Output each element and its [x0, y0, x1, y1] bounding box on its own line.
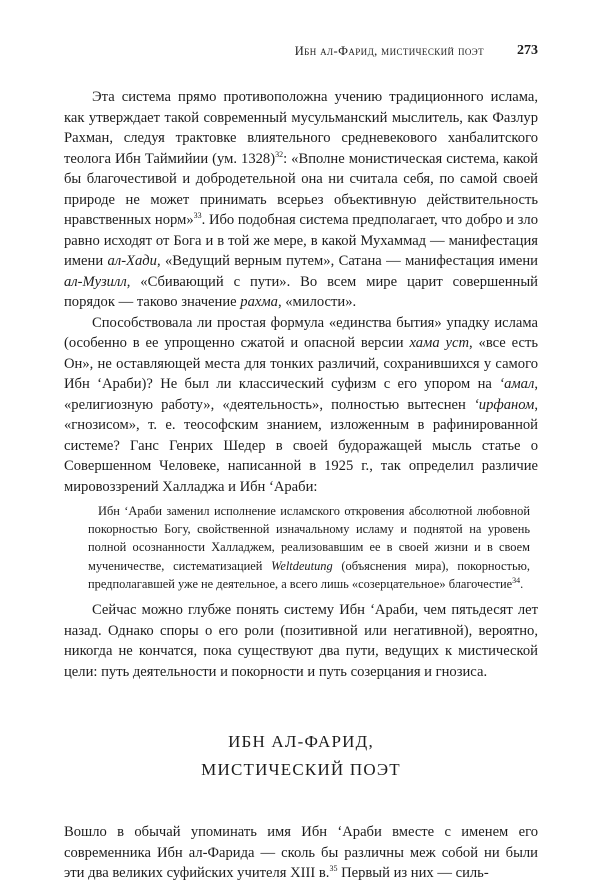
paragraph-3: Сейчас можно глубже понять систему Ибн ‘Араби, чем пятьдесят лет назад. Однако споры о его роли (позитивной или негативной), вероятно, никогда не кончатся, пока существуют два пути, ведущих к мистической цели: путь деятельности и покорности и путь созерцания и гнозиса.: [64, 602, 538, 680]
paragraph-2: Способствовала ли простая формула «единства бытия» упадку ислама (особенно в ее упрощенно сжатой и опасной версии хама уст, «все есть Он», не оставляющей места для тонких различий, сохранившихся у самого Ибн ‘Араби)? Не был ли классический суфизм с его упором на ‘амал, «религиозную работу», «деятельность», полностью вытеснен ‘ирфаном, «гнозисом», т. е. теософским знанием, изложенным в рафинированной системе? Ганс Генрих Шедер в своей будоражащей мысль статье о Совершенном Человеке, написанной в 1925 г., так определил различие мировоззрений Халладжа и Ибн ‘Араби:: [64, 314, 538, 495]
footnote-ref: 33: [193, 211, 202, 221]
paragraph-1: Эта система прямо противоположна учению традиционного ислама, как утверждает такой современный мусульманский мыслитель, как Фазлур Рахман, следуя трактовке влиятельного средневекового ханбалитского теолога Ибн Таймийии (ум. 1328)$^{32}$: «Вполне монистическая система, какой бы благочестивой и добродетельной она ни считала себя, по самой своей природе не может принимать всерьез объективную действительность нравственных норм»$^{33}$. Ибо подобная система предполагает, что добро и зло равно исходят от Бога и в той же мере, в какой Мухаммад — манифестация имени ал-Хади, «Ведущий верным путем», Сатана — манифестация имени ал-Музилл, «Сбивающий с пути». Во всем мире царит совершенный порядок — таково значение рахма, «милости».: [64, 89, 538, 310]
paragraph-4: Вошло в обычай упоминать имя Ибн ‘Араби вместе с именем его современника Ибн ал-Фарида — сколь бы различны меж собой ни были эти два великих суфийских учителя XIII в.$^{35}$ Первый из них — силь-: [64, 824, 538, 882]
page-body: [64, 87, 538, 884]
footnote-ref: 32: [275, 149, 284, 159]
page-number: 273: [517, 43, 538, 58]
block-quote: Ибн ‘Араби заменил исполнение исламского откровения абсолютной любовной покорностью Богу, свойственной изначальному исламу и поднятой на уровень полной осознанности Халладжем, реализовавшим ее в своей жизни и в своем мученичестве, систематизацией Weltdeutung (объяснения мира), покорностью, предполагавшей уже не деятельное, а всего лишь «созерцательное» благочестие$^{34}$.: [88, 504, 530, 591]
footnote-ref: 35: [329, 864, 338, 874]
footnote-ref: 34: [512, 575, 521, 585]
section-heading-line-2: МИСТИЧЕСКИЙ ПОЭТ: [201, 760, 401, 780]
running-header: [64, 44, 538, 64]
section-heading: [64, 728, 538, 784]
section-heading-line-1: ИБН АЛ-ФАРИД,: [228, 732, 374, 752]
running-title: Ибн ал-Фарид, мистический поэт: [294, 44, 484, 58]
